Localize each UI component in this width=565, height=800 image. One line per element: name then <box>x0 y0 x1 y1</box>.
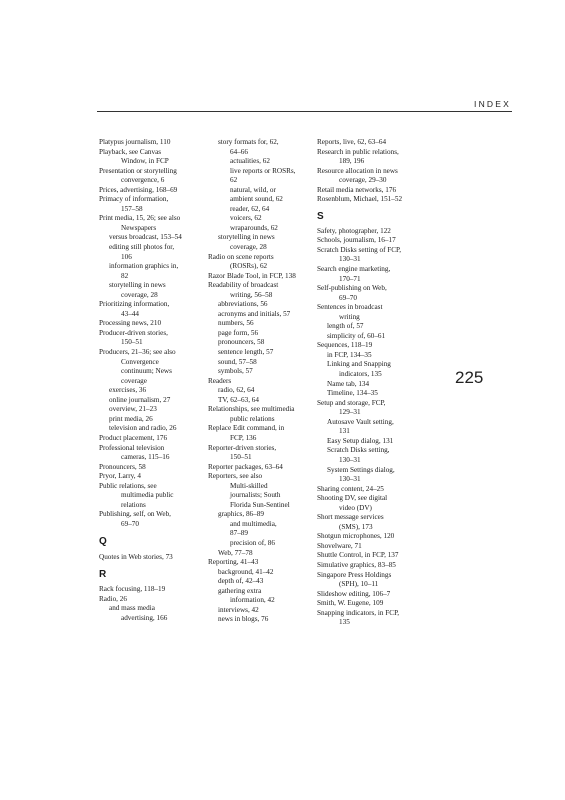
index-subentry: radio, 62, 64 <box>218 386 255 395</box>
index-continuation: advertising, 166 <box>121 613 168 622</box>
header-rule <box>97 111 512 112</box>
index-continuation: live reports or ROSRs, <box>230 166 296 175</box>
index-continuation: reader, 62, 64 <box>230 204 270 213</box>
index-continuation: precision of, 86 <box>230 538 275 547</box>
index-entry: Processing news, 210 <box>99 319 162 328</box>
index-continuation: Multi-skilled <box>230 481 268 490</box>
index-entry: Quotes in Web stories, 73 <box>99 553 173 562</box>
index-entry: Presentation or storytelling <box>99 166 177 175</box>
index-entry: Radio, 26 <box>99 594 127 603</box>
index-continuation: 150–51 <box>121 338 143 347</box>
index-subentry: depth of, 42–43 <box>218 577 264 586</box>
index-continuation: Florida Sun-Sentinel <box>230 500 290 509</box>
index-subentry: interviews, 42 <box>218 605 259 614</box>
index-subentry: online journalism, 27 <box>109 395 171 404</box>
index-subentry: abbreviations, 56 <box>218 300 268 309</box>
index-entry: Replace Edit command, in <box>208 424 285 433</box>
index-entry: Search engine marketing, <box>317 265 391 274</box>
index-subentry: graphics, 86–89 <box>218 510 264 519</box>
index-continuation: indicators, 135 <box>339 370 382 379</box>
section-letter: R <box>99 568 107 580</box>
index-subentry: acronyms and initials, 57 <box>218 309 291 318</box>
index-entry: Scratch Disks setting of FCP, <box>317 245 402 254</box>
index-entry: Reporters, see also <box>208 472 263 481</box>
index-subentry: in FCP, 134–35 <box>327 350 372 359</box>
index-continuation: public relations <box>230 414 275 423</box>
index-entry: Pryor, Larry, 4 <box>99 472 141 481</box>
index-continuation: coverage <box>121 376 147 385</box>
index-subentry: television and radio, 26 <box>109 424 177 433</box>
index-subentry: print media, 26 <box>109 414 153 423</box>
index-subentry: background, 41–42 <box>218 567 274 576</box>
index-subentry: and mass media <box>109 604 155 613</box>
index-continuation: 129–31 <box>339 408 361 417</box>
index-entry: Reporter packages, 63–64 <box>208 462 283 471</box>
index-entry: Snapping indicators, in FCP, <box>317 608 400 617</box>
index-entry: Setup and storage, FCP, <box>317 398 386 407</box>
index-subentry: editing still photos for, <box>109 243 175 252</box>
index-entry: Rosenblum, Michael, 151–52 <box>317 195 403 204</box>
index-continuation: 87–89 <box>230 529 248 538</box>
index-entry: Reporter-driven stories, <box>208 443 277 452</box>
index-entry: Producer-driven stories, <box>99 328 168 337</box>
index-subentry: storytelling in news <box>109 281 166 290</box>
index-subentry: information graphics in, <box>109 262 179 271</box>
index-subentry: Scratch Disks setting, <box>327 446 390 455</box>
index-entry: Retail media networks, 176 <box>317 185 397 194</box>
index-continuation: coverage, 28 <box>121 290 158 299</box>
index-entry: Reports, live, 62, 63–64 <box>317 138 387 146</box>
index-continuation: multimedia public <box>121 491 174 500</box>
index-entry: Short message services <box>317 513 384 522</box>
index-continuation: coverage, 29–30 <box>339 176 387 185</box>
index-continuation: 106 <box>121 252 132 261</box>
index-entry: Producers, 21–36; see also <box>99 348 176 357</box>
index-continuation: actualities, 62 <box>230 157 270 166</box>
index-entry: Print media, 15, 26; see also <box>99 214 181 223</box>
index-subentry: storytelling in news <box>218 233 275 242</box>
index-column-3 <box>317 138 419 628</box>
index-entry: Schools, journalism, 16–17 <box>317 236 396 245</box>
index-entry: Prices, advertising, 168–69 <box>99 185 178 194</box>
index-continuation: 43–44 <box>121 309 139 318</box>
index-subentry: simplicity of, 60–61 <box>327 331 386 340</box>
index-continuation: 64–66 <box>230 147 248 156</box>
index-entry: Readability of broadcast <box>208 281 279 290</box>
index-subentry: Easy Setup dialog, 131 <box>327 436 394 445</box>
index-continuation: natural, wild, or <box>230 185 276 194</box>
index-subentry: pronouncers, 58 <box>218 338 265 347</box>
index-continuation: 135 <box>339 618 350 627</box>
index-entry: Singapore Press Holdings <box>317 570 392 579</box>
index-continuation: 69–70 <box>121 519 139 528</box>
index-entry: Primacy of information, <box>99 195 169 204</box>
running-head-title: INDEX <box>474 99 511 109</box>
index-continuation: 130–31 <box>339 255 361 264</box>
index-subentry: sentence length, 57 <box>218 348 274 357</box>
index-entry: Smith, W. Eugene, 109 <box>317 599 384 608</box>
index-continuation: ambient sound, 62 <box>230 195 283 204</box>
index-subentry: numbers, 56 <box>218 319 254 328</box>
index-entry: Relationships, see multimedia <box>208 405 295 414</box>
index-continuation: 131 <box>339 427 350 436</box>
index-subentry: Name tab, 134 <box>327 379 370 388</box>
index-continuation: writing, 56–58 <box>230 290 273 299</box>
index-subentry: gathering extra <box>218 586 262 595</box>
index-subentry: System Settings dialog, <box>327 465 395 474</box>
index-entry: Prioritizing information, <box>99 300 170 309</box>
section-letter: S <box>317 210 324 222</box>
index-continuation: coverage, 28 <box>230 243 267 252</box>
index-continuation: convergence, 6 <box>121 176 165 185</box>
index-entry: Shovelware, 71 <box>317 541 362 550</box>
section-letter: Q <box>99 536 107 548</box>
index-subentry: Linking and Snapping <box>327 360 391 369</box>
index-column-2 <box>208 138 310 625</box>
index-subentry: exercises, 36 <box>109 386 147 395</box>
index-entry: Shuttle Control, in FCP, 137 <box>317 551 399 560</box>
index-subentry: sound, 57–58 <box>218 357 257 366</box>
index-continuation: FCP, 136 <box>230 433 257 442</box>
index-continuation: 157–58 <box>121 204 143 213</box>
index-subentry: length of, 57 <box>327 322 364 331</box>
index-continuation: writing <box>339 312 360 321</box>
index-entry: Sentences in broadcast <box>317 303 383 312</box>
index-continuation: 69–70 <box>339 293 357 302</box>
index-continuation: video (DV) <box>339 503 372 512</box>
index-continuation: wraparounds, 62 <box>230 223 278 232</box>
index-continuation: (ROSRs), 62 <box>230 262 268 271</box>
index-entry: Safety, photographer, 122 <box>317 226 391 235</box>
index-entry: Resource allocation in news <box>317 166 398 175</box>
index-entry: Playback, see Canvas <box>99 147 162 156</box>
index-continuation: Convergence <box>121 357 159 366</box>
index-entry: Publishing, self, on Web, <box>99 510 171 519</box>
index-continuation: 170–71 <box>339 274 361 283</box>
index-continuation: 189, 196 <box>339 157 365 166</box>
index-entry: Shotgun microphones, 120 <box>317 532 395 541</box>
index-continuation: journalists; South <box>230 491 281 500</box>
index-subentry: page form, 56 <box>218 328 259 337</box>
index-entry: Radio on scene reports <box>208 252 274 261</box>
index-continuation: relations <box>121 500 146 509</box>
index-entry: Pronouncers, 58 <box>99 462 146 471</box>
index-subentry: TV, 62–63, 64 <box>218 395 259 404</box>
index-continuation: (SPH), 10–11 <box>339 580 379 589</box>
index-entry: Self-publishing on Web, <box>317 284 387 293</box>
index-entry: Professional television <box>99 443 165 452</box>
index-continuation: 130–31 <box>339 475 361 484</box>
index-continuation: continuum; News <box>121 367 172 376</box>
index-subentry: Timeline, 134–35 <box>327 389 378 398</box>
index-continuation: cameras, 115–16 <box>121 453 170 462</box>
index-subentry: symbols, 57 <box>218 367 253 376</box>
index-continuation: 82 <box>121 271 129 280</box>
index-continuation: 62 <box>230 176 238 185</box>
index-continuation: Newspapers <box>121 223 157 232</box>
index-entry: Reporting, 41–43 <box>208 558 259 567</box>
index-entry: Slideshow editing, 106–7 <box>317 589 391 598</box>
index-continuation: Window, in FCP <box>121 157 169 166</box>
index-entry: Research in public relations, <box>317 147 399 156</box>
index-continuation: and multimedia, <box>230 519 277 528</box>
index-entry: Rack focusing, 118–19 <box>99 584 166 593</box>
index-subentry: news in blogs, 76 <box>218 615 269 624</box>
index-entry: Sharing content, 24–25 <box>317 484 384 493</box>
index-entry: Shooting DV, see digital <box>317 494 388 503</box>
index-subentry: Autosave Vault setting, <box>327 417 394 426</box>
index-column-1 <box>99 138 201 623</box>
index-continuation: 130–31 <box>339 455 361 464</box>
index-continuation: (SMS), 173 <box>339 522 373 531</box>
index-continuation: information, 42 <box>230 596 275 605</box>
index-entry: Razor Blade Tool, in FCP, 138 <box>208 271 296 280</box>
index-entry: Sequences, 118–19 <box>317 341 373 350</box>
index-subentry: versus broadcast, 153–54 <box>109 233 182 242</box>
index-entry: Readers <box>208 376 232 385</box>
index-subentry: overview, 21–23 <box>109 405 157 414</box>
index-entry: Public relations, see <box>99 481 157 490</box>
index-continuation: 150–51 <box>230 453 252 462</box>
index-subentry: Web, 77–78 <box>218 548 253 557</box>
index-entry: Platypus journalism, 110 <box>99 138 171 146</box>
index-continuation: voicers, 62 <box>230 214 262 223</box>
index-entry: Simulative graphics, 83–85 <box>317 560 396 569</box>
page-number: 225 <box>455 368 484 387</box>
index-subentry: story formats for, 62, <box>218 138 279 146</box>
index-entry: Product placement, 176 <box>99 433 168 442</box>
